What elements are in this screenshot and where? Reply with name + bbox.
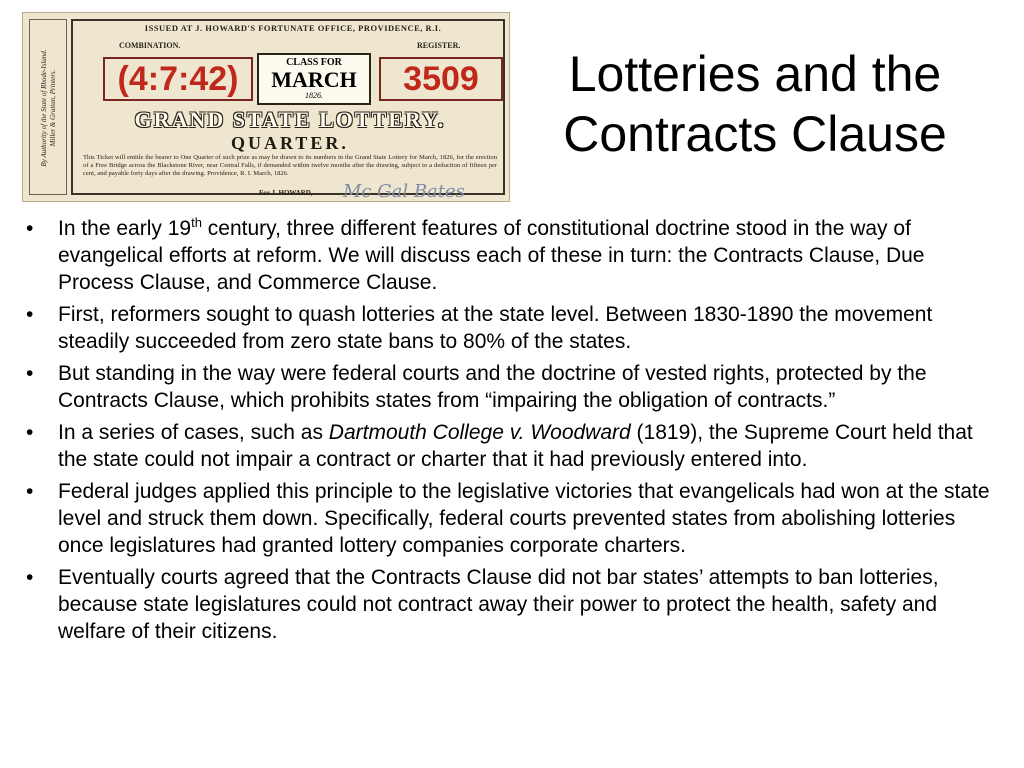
ticket-quarter: QUARTER.: [231, 133, 349, 153]
ticket-side-line1: By Authority of the State of Rhode-Island.: [40, 49, 48, 167]
bullet-text-part: century, three different features of constitutional doctrine stood in the way of evangelical efforts at reform. We will discuss each of these in turn: the Contracts Clause, Due Process Clause, and Commerce Clause.: [58, 217, 925, 294]
ticket-body-text: This Ticket will entitle the bearer to One Quarter of such prize as may be drawn to its numbers in the Grand State Lottery for March, 1826, for the erection of a Free Bridge across the Blackstone River, near Central Falls, if demanded within twelve months after the drawing, subject to a deduction of fifteen per cent, and payable forty days after the drawing. Providence, R. I. March, 1826.: [83, 154, 497, 177]
bullet-item: [26, 301, 1001, 355]
bullet-superscript: th: [191, 215, 202, 230]
bullet-icon: •: [26, 566, 34, 589]
ticket-combination-label: COMBINATION.: [119, 41, 181, 50]
ticket-lottery-name: GRAND STATE LOTTERY.: [134, 107, 446, 132]
bullet-icon: •: [26, 421, 34, 444]
bullet-icon: •: [26, 362, 34, 385]
case-name: Dartmouth College v. Woodward: [328, 421, 631, 444]
bullet-text: But standing in the way were federal courts and the doctrine of vested rights, protected by the Contracts Clause, which prohibits states from “impairing the obligation of contracts.”: [58, 362, 927, 412]
ticket-register-number: 3509: [379, 57, 503, 101]
slide-title-line2: Contracts Clause: [563, 106, 947, 162]
bullet-item: [26, 564, 1001, 645]
bullet-text: First, reformers sought to quash lotteries at the state level. Between 1830-1890 the movement steadily succeeded from zero state bans to 80% of the states.: [58, 303, 933, 353]
bullet-icon: •: [26, 480, 34, 503]
bullet-item: [26, 215, 1001, 296]
ticket-signature: Mc Gal Bates: [343, 181, 465, 202]
lottery-ticket-image: [22, 12, 510, 202]
bullet-list: [26, 215, 1001, 650]
bullet-icon: •: [26, 217, 34, 240]
bullet-text: Eventually courts agreed that the Contracts Clause did not bar states’ attempts to ban lotteries, because state legislatures could not contract away their power to protect the health, safety and welfare of their citizens.: [58, 566, 939, 643]
slide-title-line1: Lotteries and the: [568, 46, 942, 102]
ticket-combination-number: (4:7:42): [103, 57, 253, 101]
ticket-month: MARCH: [271, 67, 357, 92]
bullet-item: [26, 478, 1001, 559]
ticket-side-text: [40, 23, 58, 193]
bullet-icon: •: [26, 303, 34, 326]
ticket-class-for: CLASS FOR: [286, 57, 342, 68]
bullet-item: [26, 360, 1001, 414]
ticket-side-line2: Miller & Grattan, Printers.: [49, 69, 57, 147]
bullet-text-part: (1819), the Supreme Court held that the state could not impair a contract or charter that it had previously entered into.: [58, 421, 973, 471]
bullet-text-part: In the early 19: [58, 217, 192, 240]
ticket-year: 1826.: [305, 91, 323, 100]
ticket-class-box: [257, 53, 371, 105]
bullet-text: Federal judges applied this principle to the legislative victories that evangelicals had won at the state level and struck them down. Specifically, federal courts prevented states from abolishing lotteries once legislatures had granted lottery companies corporate charters.: [58, 480, 990, 557]
ticket-side-panel: [29, 19, 67, 195]
ticket-issued-header: ISSUED AT J. HOWARD'S FORTUNATE OFFICE, PROVIDENCE, R.I.: [144, 23, 442, 33]
slide-title: [520, 44, 990, 164]
ticket-register-label: REGISTER.: [417, 41, 461, 50]
bullet-item: [26, 419, 1001, 473]
bullet-text-part: In a series of cases, such as: [58, 421, 329, 444]
ticket-for-line: For J. HOWARD,: [259, 189, 313, 197]
